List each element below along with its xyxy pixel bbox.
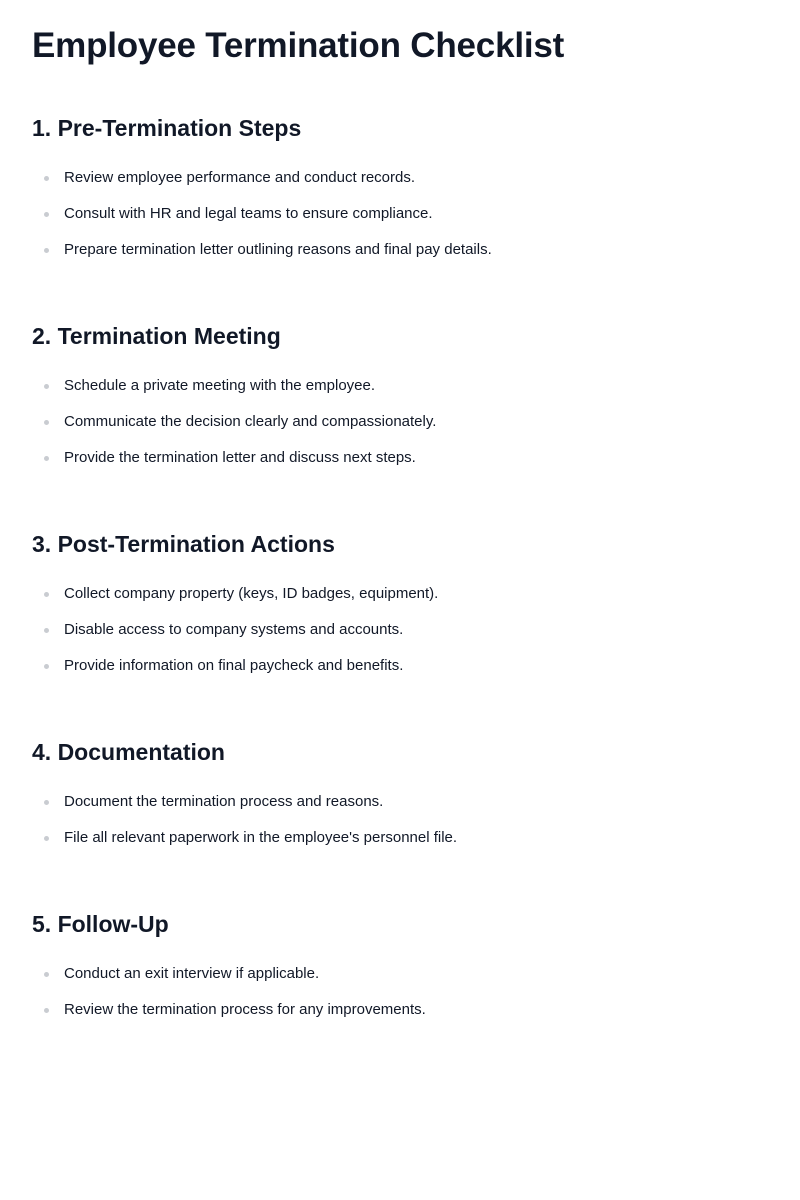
checklist-item: [32, 620, 768, 640]
checklist-item: [32, 792, 768, 812]
checklist: [32, 584, 768, 676]
checklist: [32, 792, 768, 848]
section-documentation: [32, 738, 768, 848]
section-spacer: [32, 848, 768, 910]
bullet-icon: [44, 972, 49, 977]
bullet-icon: [44, 628, 49, 633]
checklist-item-text: Provide the termination letter and discuss next steps.: [64, 449, 416, 466]
bullet-icon: [44, 248, 49, 253]
checklist: [32, 964, 768, 1020]
section-title: 4. Documentation: [32, 739, 225, 765]
checklist-sections: [32, 114, 768, 1020]
section-spacer: [32, 260, 768, 322]
bullet-icon: [44, 176, 49, 181]
checklist-item: [32, 376, 768, 396]
checklist-item-text: Consult with HR and legal teams to ensure compliance.: [64, 205, 433, 222]
checklist-item-text: Collect company property (keys, ID badges, equipment).: [64, 585, 439, 602]
checklist-item-text: Schedule a private meeting with the employee.: [64, 377, 376, 394]
section-termination-meeting: [32, 322, 768, 468]
section-spacer: [32, 468, 768, 530]
checklist-item-text: Communicate the decision clearly and compassionately.: [64, 413, 437, 430]
checklist-item-text: Provide information on final paycheck and benefits.: [64, 657, 404, 674]
page-title: Employee Termination Checklist: [32, 26, 565, 65]
checklist-item-text: File all relevant paperwork in the employee's personnel file.: [64, 829, 458, 846]
checklist-item-text: Disable access to company systems and accounts.: [64, 621, 404, 638]
checklist-item: [32, 412, 768, 432]
bullet-icon: [44, 420, 49, 425]
section-post-termination: [32, 530, 768, 676]
checklist-item: [32, 584, 768, 604]
bullet-icon: [44, 384, 49, 389]
section-spacer: [32, 676, 768, 738]
section-follow-up: [32, 910, 768, 1020]
bullet-icon: [44, 456, 49, 461]
checklist-item: [32, 448, 768, 468]
checklist: [32, 376, 768, 468]
bullet-icon: [44, 800, 49, 805]
checklist: [32, 168, 768, 260]
checklist-item-text: Prepare termination letter outlining reasons and final pay details.: [64, 241, 492, 258]
section-title: 3. Post-Termination Actions: [32, 531, 335, 557]
section-title: 2. Termination Meeting: [32, 323, 281, 349]
checklist-item: [32, 656, 768, 676]
checklist-item-text: Review employee performance and conduct records.: [64, 169, 416, 186]
bullet-icon: [44, 212, 49, 217]
checklist-item: [32, 828, 768, 848]
bullet-icon: [44, 836, 49, 841]
checklist-item-text: Review the termination process for any improvements.: [64, 1001, 426, 1018]
section-title: 1. Pre-Termination Steps: [32, 115, 302, 141]
checklist-item: [32, 168, 768, 188]
bullet-icon: [44, 592, 49, 597]
checklist-item-text: Conduct an exit interview if applicable.: [64, 965, 320, 982]
bullet-icon: [44, 664, 49, 669]
checklist-item: [32, 964, 768, 984]
bullet-icon: [44, 1008, 49, 1013]
checklist-item: [32, 1000, 768, 1020]
section-title: 5. Follow-Up: [32, 911, 169, 937]
checklist-item: [32, 240, 768, 260]
checklist-item: [32, 204, 768, 224]
checklist-item-text: Document the termination process and reasons.: [64, 793, 384, 810]
section-pre-termination: [32, 114, 768, 260]
